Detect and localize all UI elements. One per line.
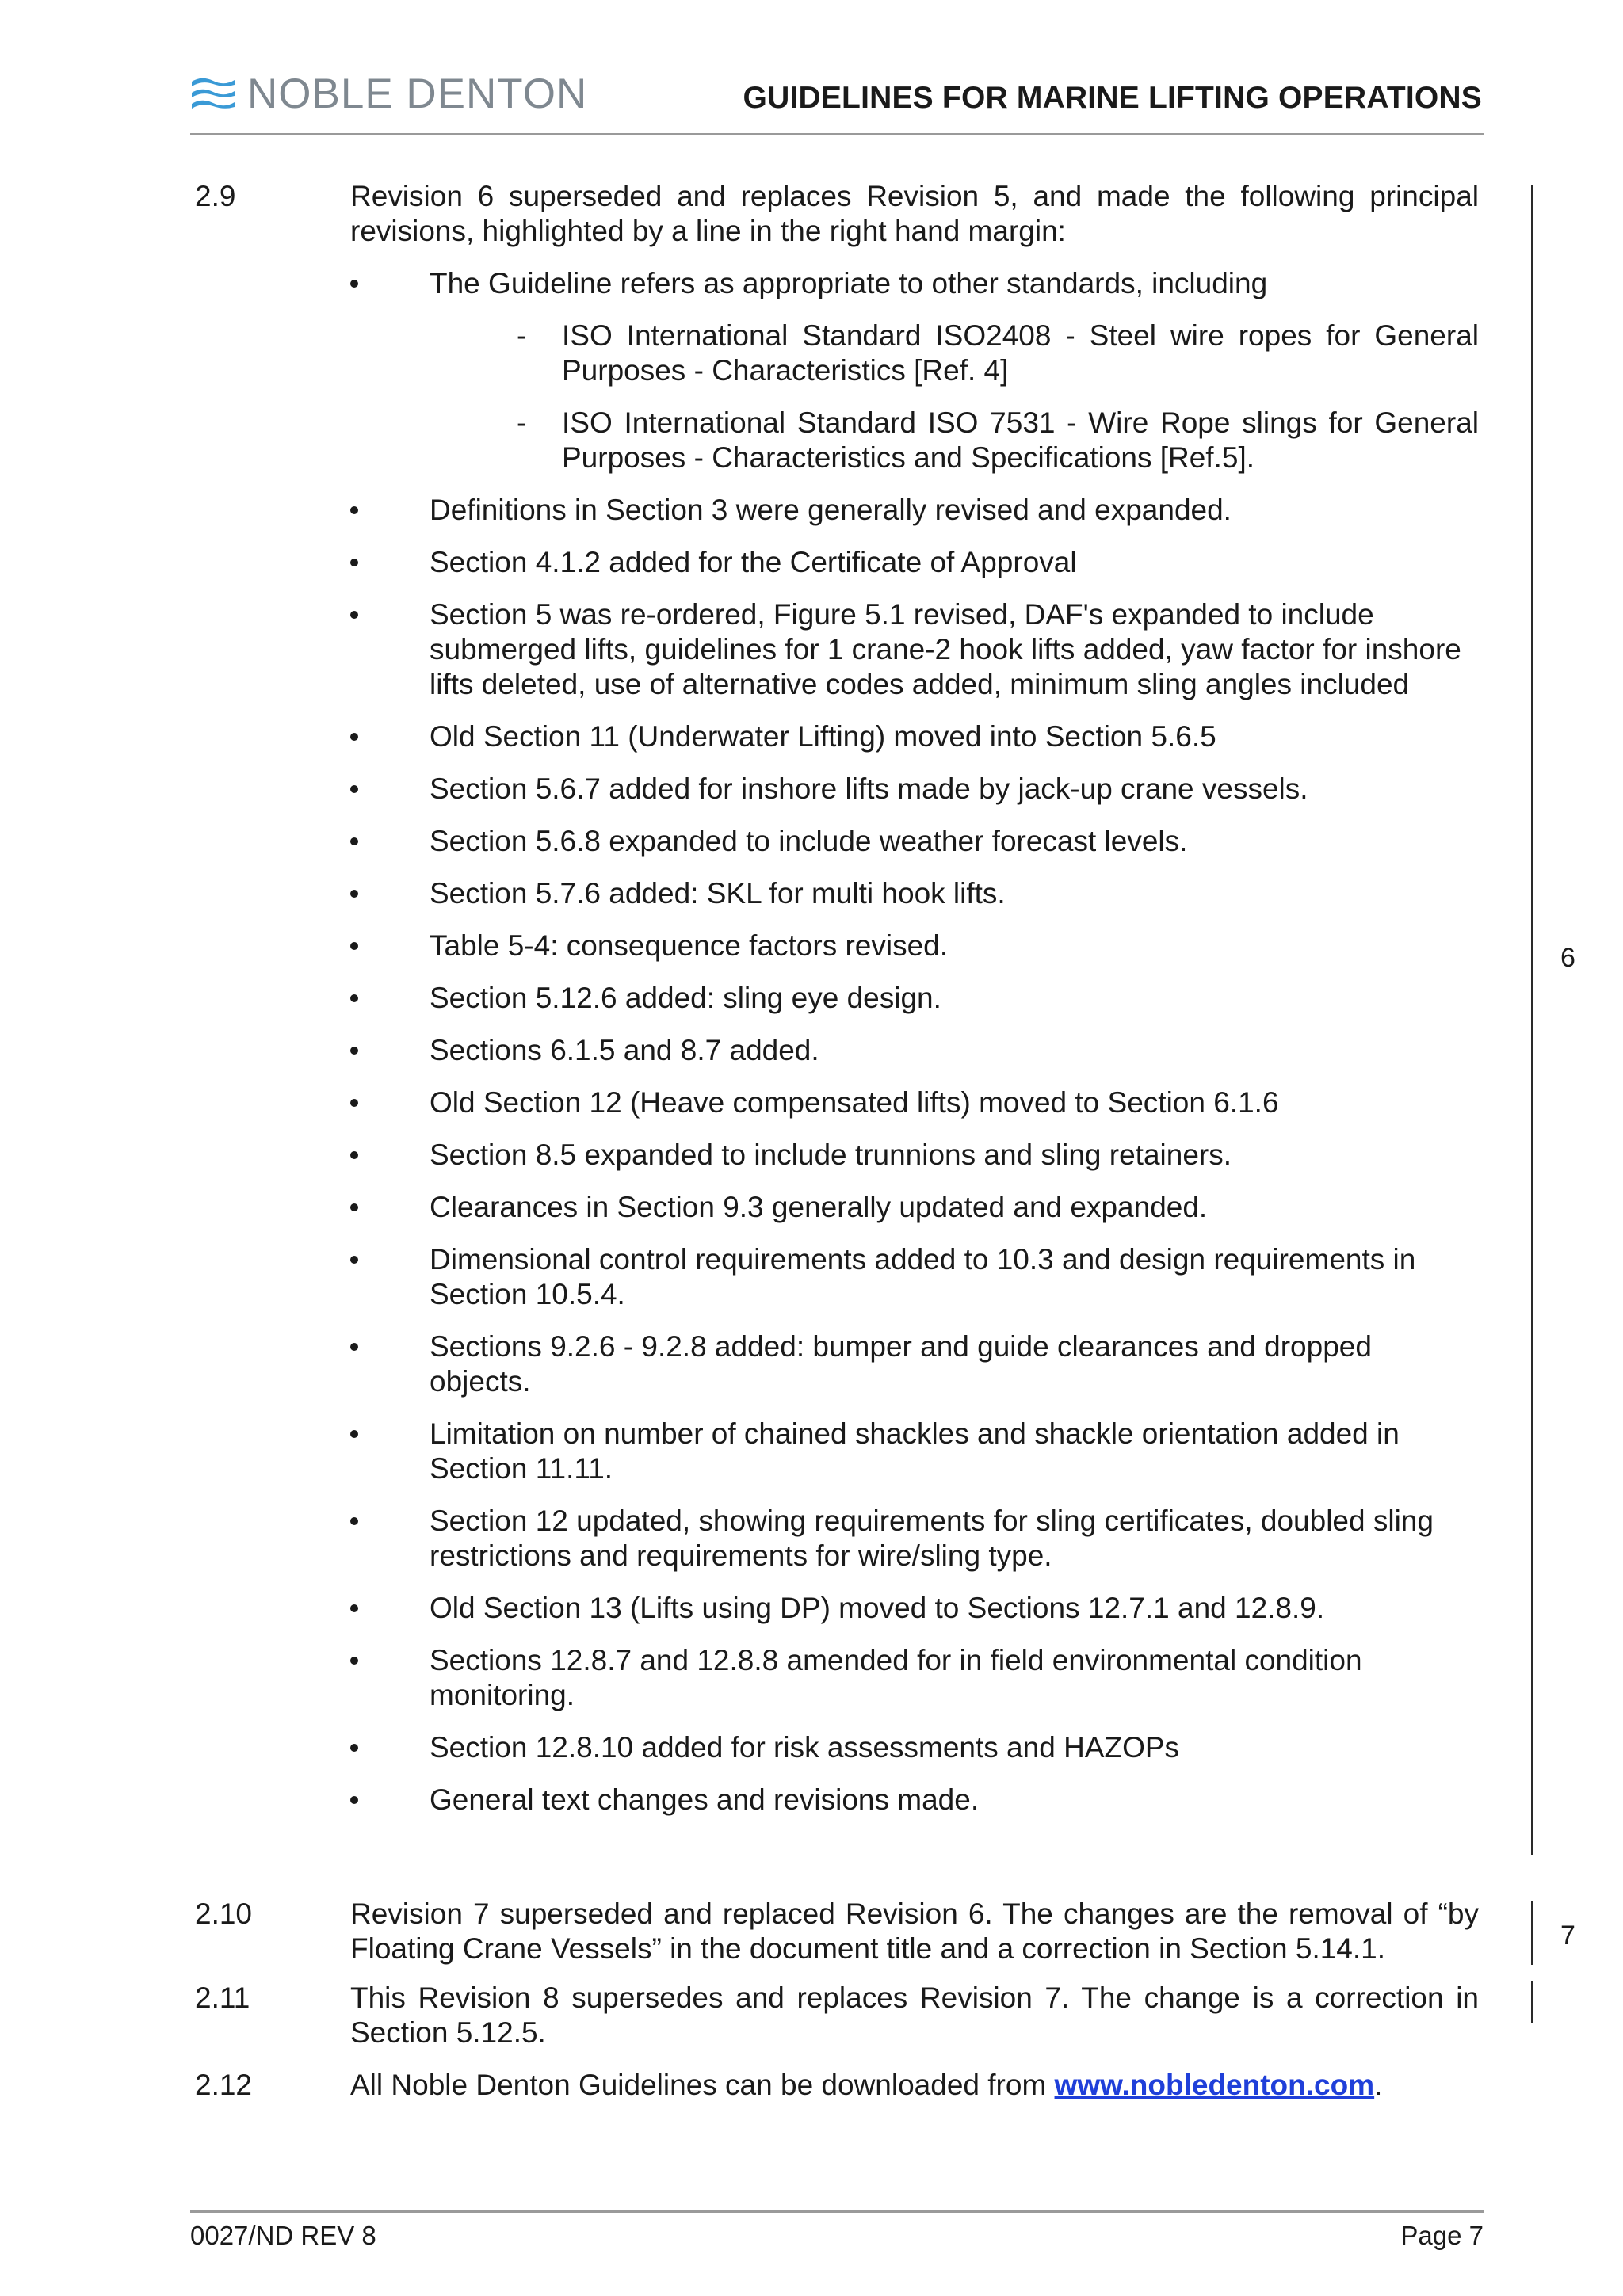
bullet-text: Section 5.12.6 added: sling eye design. bbox=[430, 982, 941, 1014]
revision-bullet-item bbox=[350, 1085, 1479, 1120]
revision-bullet-item bbox=[350, 1783, 1479, 1817]
bullet-dot-icon bbox=[350, 942, 358, 950]
bullet-dot-icon bbox=[350, 1744, 358, 1752]
bullet-text: Definitions in Section 3 were generally revised and expanded. bbox=[430, 494, 1232, 526]
bullet-dot-icon bbox=[350, 1151, 358, 1159]
revision-8-margin-bar bbox=[1531, 1981, 1533, 2023]
footer-divider bbox=[190, 2210, 1484, 2213]
revision-bullet-item bbox=[350, 772, 1479, 807]
section-2-12 bbox=[190, 2068, 1484, 2103]
bullet-text: Sections 6.1.5 and 8.7 added. bbox=[430, 1034, 819, 1066]
standard-reference-text: ISO International Standard ISO 7531 - Wire Rope slings for General Purposes - Characteristics and Specifications [Ref.5]. bbox=[562, 406, 1479, 474]
revision-bullet-list bbox=[350, 266, 1479, 1817]
page-number: Page 7 bbox=[1400, 2221, 1484, 2250]
section-number: 2.9 bbox=[195, 180, 236, 212]
bullet-dot-icon bbox=[350, 1099, 358, 1107]
bullet-dot-icon bbox=[350, 890, 358, 898]
revision-bullet-item bbox=[350, 1730, 1479, 1765]
bullet-text: Old Section 13 (Lifts using DP) moved to Sections 12.7.1 and 12.8.9. bbox=[430, 1592, 1325, 1624]
bullet-text: General text changes and revisions made. bbox=[430, 1783, 980, 1816]
bullet-dot-icon bbox=[350, 280, 358, 288]
section-2-11 bbox=[190, 1981, 1484, 2050]
revision-bullet-item bbox=[350, 981, 1479, 1016]
document-title: GUIDELINES FOR MARINE LIFTING OPERATIONS bbox=[743, 81, 1482, 115]
section-text: Revision 6 superseded and replaces Revision 5, and made the following principal revisions, highlighted by a line in the right hand margin: bbox=[350, 180, 1479, 247]
document-reference: 0027/ND REV 8 bbox=[190, 2221, 376, 2250]
section-text: Revision 7 superseded and replaced Revision 6. The changes are the removal of “by Floating Crane Vessels” in the document title and a correction in Section 5.14.1. bbox=[350, 1897, 1479, 1965]
header-divider bbox=[190, 133, 1484, 135]
revision-bullet-item bbox=[350, 719, 1479, 754]
bullet-dot-icon bbox=[350, 506, 358, 514]
revision-bullet-item bbox=[350, 545, 1479, 580]
bullet-text: Old Section 12 (Heave compensated lifts) moved to Section 6.1.6 bbox=[430, 1086, 1279, 1119]
noble-denton-logo bbox=[190, 70, 587, 117]
section-number: 2.12 bbox=[195, 2069, 253, 2101]
bullet-text: Sections 12.8.7 and 12.8.8 amended for in field environmental condition monitoring. bbox=[430, 1644, 1362, 1711]
revision-6-marker: 6 bbox=[1560, 943, 1575, 973]
nobledenton-website-link[interactable]: www.nobledenton.com bbox=[1054, 2069, 1375, 2101]
revision-bullet-item bbox=[350, 1643, 1479, 1713]
bullet-text: Section 12.8.10 added for risk assessments and HAZOPs bbox=[430, 1731, 1180, 1764]
revision-7-marker: 7 bbox=[1560, 1920, 1575, 1951]
dash-bullet-icon: - bbox=[517, 406, 527, 439]
download-text: All Noble Denton Guidelines can be downloaded from bbox=[350, 2069, 1055, 2101]
bullet-text: Section 8.5 expanded to include trunnions and sling retainers. bbox=[430, 1138, 1232, 1171]
revision-6-margin-bar bbox=[1531, 185, 1533, 1855]
section-2-9 bbox=[190, 179, 1484, 1817]
bullet-text: Section 4.1.2 added for the Certificate of Approval bbox=[430, 546, 1077, 578]
revision-bullet-item bbox=[350, 1190, 1479, 1225]
logo-wordmark: NOBLE DENTON bbox=[247, 70, 588, 117]
revision-bullet-item bbox=[350, 1417, 1479, 1486]
revision-bullet-item bbox=[350, 1242, 1479, 1312]
revision-7-margin-bar bbox=[1531, 1901, 1533, 1965]
waves-logo-icon bbox=[190, 74, 236, 113]
sentence-end: . bbox=[1374, 2069, 1383, 2101]
revision-bullet-item bbox=[350, 876, 1479, 911]
bullet-text: Old Section 11 (Underwater Lifting) moved into Section 5.6.5 bbox=[430, 720, 1216, 753]
revision-bullet-item bbox=[350, 1138, 1479, 1173]
bullet-dot-icon bbox=[350, 994, 358, 1002]
bullet-dot-icon bbox=[350, 1343, 358, 1351]
page-header bbox=[190, 65, 1484, 138]
bullet-text: Section 5.7.6 added: SKL for multi hook lifts. bbox=[430, 877, 1006, 910]
bullet-text: Dimensional control requirements added to 10.3 and design requirements in Section 10.5.4. bbox=[430, 1243, 1416, 1310]
section-text: This Revision 8 supersedes and replaces Revision 7. The change is a correction in Section 5.12.5. bbox=[350, 1981, 1479, 2049]
bullet-text: Section 5.6.8 expanded to include weather forecast levels. bbox=[430, 825, 1188, 857]
bullet-text: Limitation on number of chained shackles and shackle orientation added in Section 11.11. bbox=[430, 1417, 1400, 1485]
bullet-dot-icon bbox=[350, 1203, 358, 1211]
revision-bullet-item bbox=[350, 929, 1479, 963]
bullet-dot-icon bbox=[350, 559, 358, 566]
bullet-dot-icon bbox=[350, 837, 358, 845]
revision-bullet-item bbox=[350, 1591, 1479, 1626]
bullet-text: Section 5.6.7 added for inshore lifts made by jack-up crane vessels. bbox=[430, 772, 1308, 805]
bullet-dot-icon bbox=[350, 733, 358, 741]
bullet-dot-icon bbox=[350, 785, 358, 793]
bullet-dot-icon bbox=[350, 1430, 358, 1438]
section-text bbox=[350, 2068, 1479, 2103]
bullet-text: Clearances in Section 9.3 generally updated and expanded. bbox=[430, 1191, 1208, 1223]
bullet-text: Table 5-4: consequence factors revised. bbox=[430, 929, 949, 962]
revision-bullet-item bbox=[350, 266, 1479, 475]
section-2-10 bbox=[190, 1897, 1484, 1966]
revision-bullet-item bbox=[350, 1329, 1479, 1399]
bullet-dot-icon bbox=[350, 1796, 358, 1804]
revision-bullet-item bbox=[350, 493, 1479, 528]
bullet-text: Sections 9.2.6 - 9.2.8 added: bumper and guide clearances and dropped objects. bbox=[430, 1330, 1372, 1398]
revision-bullet-item bbox=[350, 1033, 1479, 1068]
bullet-text: Section 5 was re-ordered, Figure 5.1 revised, DAF's expanded to include submerged lifts, guidelines for 1 crane-2 hook lifts added, yaw factor for inshore lifts deleted, use of alternative codes added, minimum sling angles included bbox=[430, 598, 1461, 700]
revision-bullet-item bbox=[350, 1504, 1479, 1573]
bullet-dot-icon bbox=[350, 1047, 358, 1055]
bullet-dot-icon bbox=[350, 611, 358, 619]
bullet-dot-icon bbox=[350, 1657, 358, 1665]
dash-bullet-icon: - bbox=[517, 319, 527, 352]
standard-reference-text: ISO International Standard ISO2408 - Steel wire ropes for General Purposes - Characteristics [Ref. 4] bbox=[562, 319, 1479, 387]
standard-reference-item bbox=[430, 318, 1479, 388]
revision-bullet-item bbox=[350, 597, 1479, 702]
standard-reference-item bbox=[430, 406, 1479, 475]
bullet-text: Section 12 updated, showing requirements for sling certificates, doubled sling restrictions and requirements for wire/sling type. bbox=[430, 1505, 1434, 1572]
bullet-dot-icon bbox=[350, 1517, 358, 1525]
section-number: 2.11 bbox=[195, 1981, 250, 2014]
section-number: 2.10 bbox=[195, 1897, 253, 1930]
bullet-text: The Guideline refers as appropriate to other standards, including bbox=[430, 267, 1268, 299]
revision-bullet-item bbox=[350, 824, 1479, 859]
bullet-dot-icon bbox=[350, 1604, 358, 1612]
bullet-dot-icon bbox=[350, 1256, 358, 1264]
standards-sublist bbox=[430, 318, 1479, 475]
